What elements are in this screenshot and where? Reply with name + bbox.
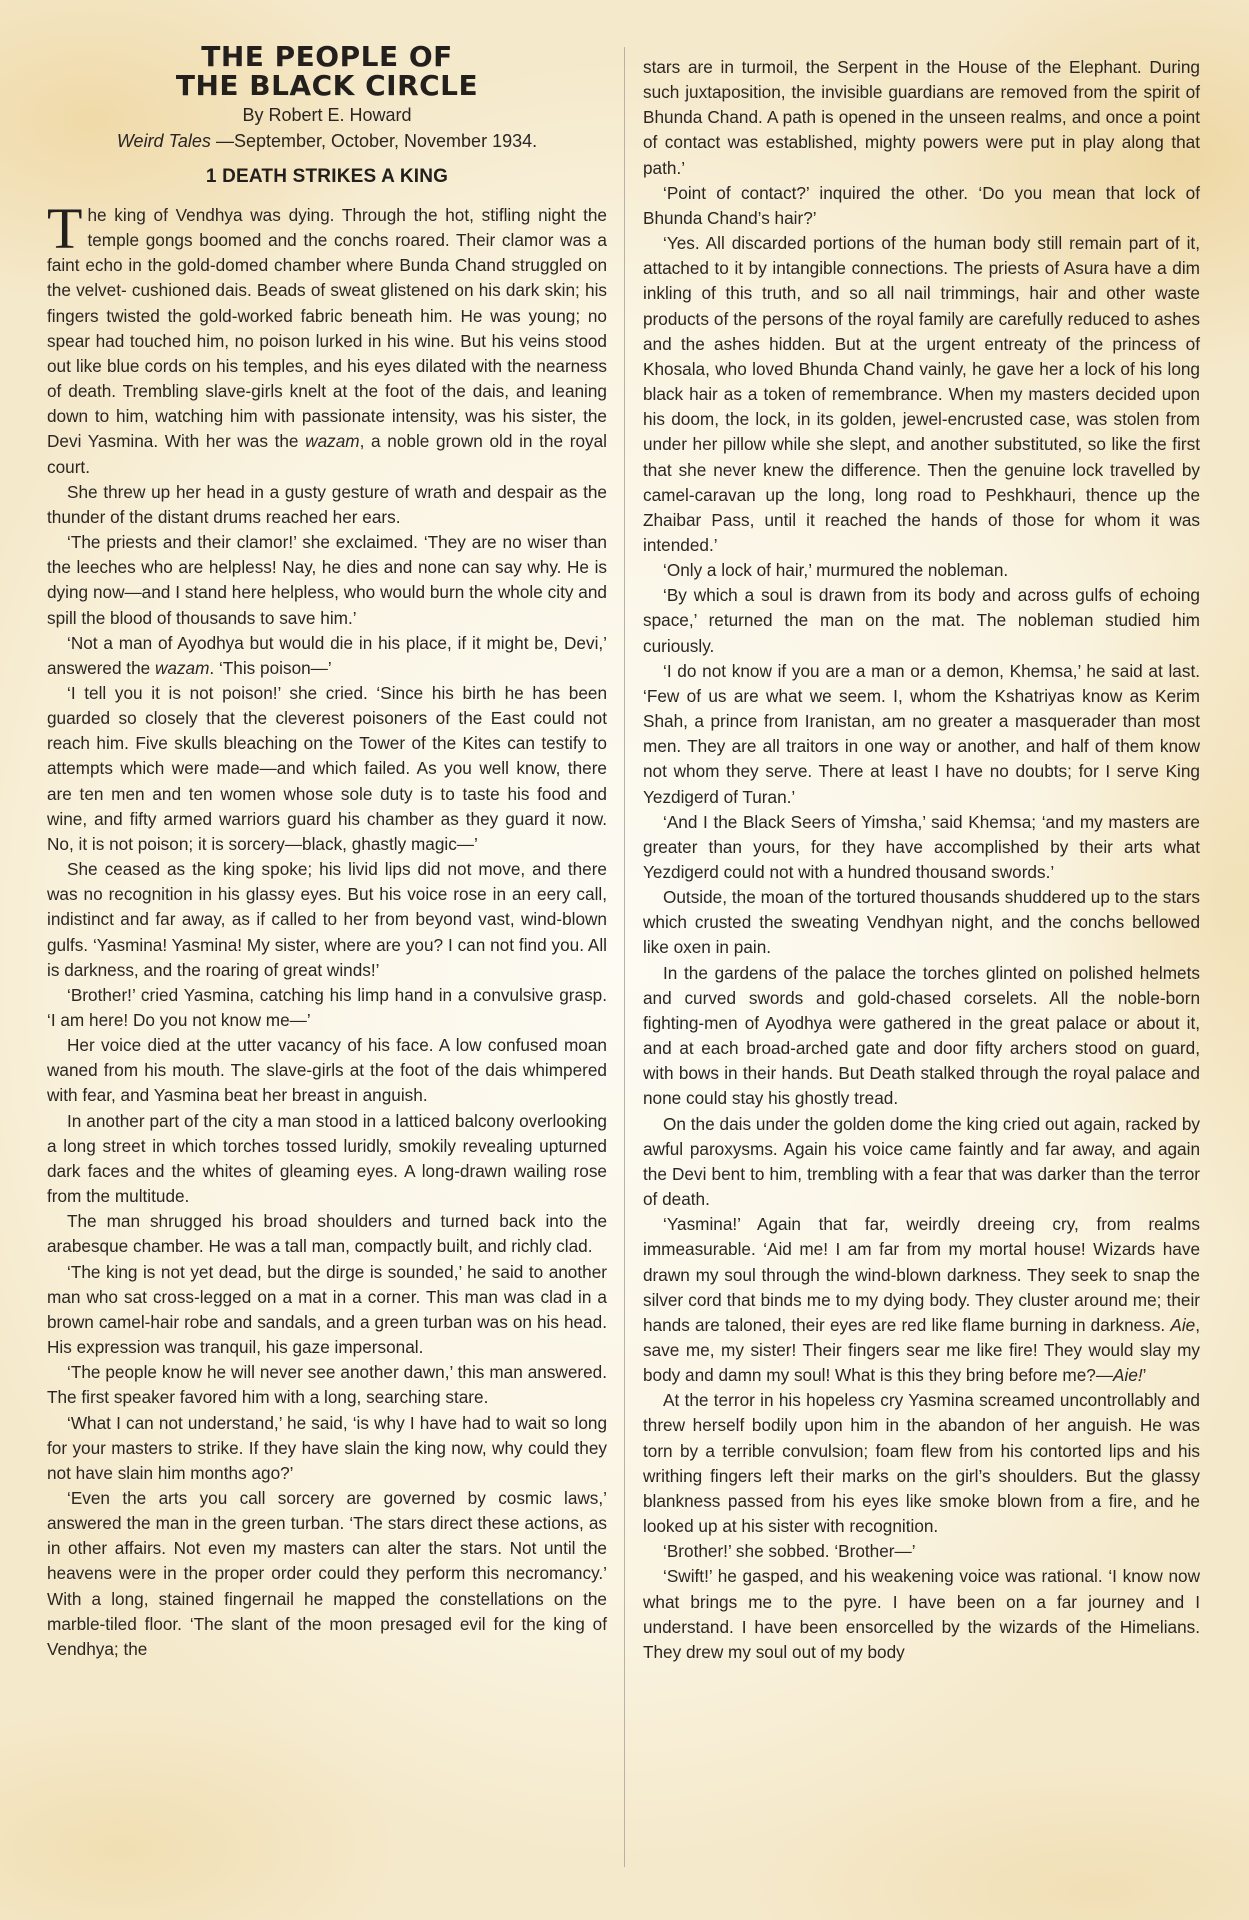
paragraph xyxy=(643,1564,1200,1665)
paragraph xyxy=(643,1539,1200,1564)
text-run: ‘And I the Black Seers of Yimsha,’ said Khemsa; ‘and my masters are greater than yours, for they have accomplished by their arts what Yezdigerd could not with a hundred thousand swords.’ xyxy=(643,811,1200,882)
paragraph xyxy=(47,1486,607,1662)
text-run: On the dais under the golden dome the king cried out again, racked by awful paroxysms. Again his voice came faintly and far away, and again the Devi bent to him, trembling with a fear that was darker than the terror of death. xyxy=(643,1113,1200,1210)
text-run: ‘By which a soul is drawn from its body and across gulfs of echoing space,’ returned the man on the mat. The nobleman studied him curiously. xyxy=(643,585,1200,656)
text-run: ‘Even the arts you call sorcery are governed by cosmic laws,’ answered the man in the green turban. ‘The stars direct these actions, as in other affairs. Not even my masters can alter the stars. Not until the heavens were in the proper order could they perform this necromancy.’ With a long, stained fingernail he mapped the constellations on the marble-tiled floor. ‘The slant of the moon presaged evil for the king of Vendhya; the xyxy=(47,1487,607,1659)
text-run: ‘Brother!’ cried Yasmina, catching his limp hand in a convulsive grasp. ‘I am here! Do you not know me—’ xyxy=(47,984,607,1030)
paragraph-continuation xyxy=(643,55,1200,181)
text-run: ‘The king is not yet dead, but the dirge is sounded,’ he said to another man who sat cross-legged on a mat in a corner. This man was clad in a brown camel-hair robe and sandals, and a green turban was on his head. His expression was tranquil, his gaze impersonal. xyxy=(47,1261,607,1358)
italic-term: Aie! xyxy=(1113,1365,1143,1386)
text-run: She ceased as the king spoke; his livid lips did not move, and there was no recognition in his glassy eyes. But his voice rose in an eery call, indistinct and far away, as if called to her from beyond vast, wind-blown gulfs. ‘Yasmina! Yasmina! My sister, where are you? I can not find you. All is darkness, and the roaring of great winds!’ xyxy=(47,859,607,980)
paragraph xyxy=(643,181,1200,231)
paragraph xyxy=(47,530,607,631)
text-run: , save me, my sister! Their fingers sear me like fire! They would slay my body and damn my soul! What is this they bring before me?— xyxy=(643,1314,1200,1386)
text-run: She threw up her head in a gusty gesture of wrath and despair as the thunder of the distant drums reached her ears. xyxy=(47,481,607,527)
paragraph xyxy=(47,681,607,857)
text-run: In the gardens of the palace the torches glinted on polished helmets and curved swords and gold-chased corselets. All the noble-born fighting-men of Ayodhya were gathered in the great palace or about it, and at each broad-arched gate and door fifty archers stood on guard, with bows in their hands. But Death stalked through the royal palace and none could stay his ghostly tread. xyxy=(643,962,1200,1109)
paragraph xyxy=(643,1388,1200,1539)
text-run: ‘I tell you it is not poison!’ she cried. ‘Since his birth he has been guarded so closely that the cleverest poisoners of the East could not reach him. Five skulls bleaching on the Tower of the Kites can testify to attempts which were made—and which failed. As you well know, there are ten men and ten women whose sole duty is to taste his food and wine, and fifty armed warriors guard his chamber as they guard it now. No, it is not poison; it is sorcery—black, ghastly magic—’ xyxy=(47,682,607,854)
paragraph xyxy=(643,961,1200,1112)
paragraph xyxy=(643,810,1200,885)
text-run: The man shrugged his broad shoulders and turned back into the arabesque chamber. He was a tall man, compactly built, and richly clad. xyxy=(47,1211,607,1257)
title-line-1: THE PEOPLE OF xyxy=(201,40,453,73)
magazine-name: Weird Tales xyxy=(116,131,211,151)
paragraph xyxy=(47,1109,607,1210)
text-run: Outside, the moan of the tortured thousands shuddered up to the stars which crusted the sweating Vendhyan night, and the conchs bellowed like oxen in pain. xyxy=(643,887,1200,958)
text-run: he king of Vendhya was dying. Through the hot, stifling night the temple gongs boomed and the conchs roared. Their clamor was a faint echo in the gold-domed chamber where Bunda Chand struggled on the velvet- cushioned dais. Beads of sweat glistened on his dark skin; his fingers twisted the gold-worked fabric beneath him. He was young; no spear had touched him, no poison lurked in his wine. But his veins stood out like blue cords on his temples, and his eyes dilated with the nearness of death. Trembling slave-girls knelt at the foot of the dais, and leaning down to him, watching him with passionate intensity, was his sister, the Devi Yasmina. With her was the xyxy=(47,205,607,452)
story-header xyxy=(47,42,607,190)
paragraph xyxy=(47,196,607,480)
text-run: ‘The priests and their clamor!’ she exclaimed. ‘They are no wiser than the leeches who are helpless! Nay, he dies and none can say why. He is dying now—and I stand here helpless, who would burn the whole city and spill the blood of thousands to save him.’ xyxy=(47,532,607,628)
drop-cap: T xyxy=(47,196,83,261)
italic-term: Aie xyxy=(1170,1314,1196,1335)
paragraph xyxy=(47,1260,607,1361)
text-run: At the terror in his hopeless cry Yasmina screamed uncontrollably and threw herself bodily upon him in the abandon of her anguish. He was torn by a terrible convulsion; foam flew from his contorted lips and his writhing fingers left their marks on the girl’s shoulders. But the glassy blankness passed from his eyes like smoke blown from a fire, and he looked up at his sister with recognition. xyxy=(643,1390,1200,1537)
chapter-heading: 1 DEATH STRIKES A KING xyxy=(205,166,449,187)
text-run: ‘I do not know if you are a man or a demon, Khemsa,’ he said at last. ‘Few of us are what we seem. I, whom the Kshatriyas know as Kerim Shah, a prince from Iranistan, am no greater a masquerader than most men. They are all traitors in one way or another, and half of them know not whom they serve. There at least I have no doubts; for I serve King Yezdigerd of Turan.’ xyxy=(643,660,1200,807)
text-run: , a noble grown old in the royal court. xyxy=(47,431,607,477)
text-run: ‘Swift!’ he gasped, and his weakening voice was rational. ‘I know now what brings me to the pyre. I have been on a far journey and I understand. I have been ensorcelled by the wizards of the Himelians. They drew my soul out of my body xyxy=(643,1566,1200,1662)
title-line-2: THE BLACK CIRCLE xyxy=(175,69,479,102)
paragraph xyxy=(47,631,607,681)
text-run: ‘Yes. All discarded portions of the human body still remain part of it, attached to it by intangible connections. The priests of Asura have a dim inkling of this truth, and so all nail trimmings, hair and other waste products of the persons of the royal family are carefully reduced to ashes and the ashes hidden. But at the urgent entreaty of the princess of Khosala, who loved Bhunda Chand vainly, he gave her a lock of his long black hair as a token of remembrance. When my masters decided upon his doom, the lock, in its golden, jewel-encrusted case, was stolen from under her pillow while she slept, and another substituted, so like the first that she never knew the difference. Then the genuine lock travelled by camel-caravan up the long, long road to Peshkhauri, thence up the Zhaibar Pass, until it reached the hands of those for whom it was intended.’ xyxy=(643,233,1200,555)
text-run: ‘Not a man of Ayodhya but would die in his place, if it might be, Devi,’ answered the xyxy=(47,632,607,678)
text-run: ’ xyxy=(1142,1365,1147,1386)
italic-term: wazam xyxy=(154,657,210,678)
paragraph xyxy=(643,1112,1200,1213)
text-run: ‘What I can not understand,’ he said, ‘is why I have had to wait so long for your masters to strike. If they have slain the king now, why could they not have slain him months ago?’ xyxy=(47,1412,607,1483)
text-run: . ‘This poison—’ xyxy=(209,657,332,678)
text-run: stars are in turmoil, the Serpent in the House of the Elephant. During such juxtaposition, the invisible guardians are removed from the spirit of Bhunda Chand. A path is opened in the unseen realms, and once a point of contact was established, mighty powers were put in play along that path.’ xyxy=(643,57,1200,178)
paragraph xyxy=(643,659,1200,810)
text-run: In another part of the city a man stood in a latticed balcony overlooking a long street in which torches tossed luridly, smokily revealing upturned dark faces and the whites of gleaming eyes. A long-drawn wailing rose from the multitude. xyxy=(47,1110,607,1207)
italic-term: wazam xyxy=(305,431,360,452)
text-run: ‘The people know he will never see another dawn,’ this man answered. The first speaker favored him with a long, searching stare. xyxy=(47,1362,607,1408)
paragraph xyxy=(47,983,607,1033)
story-title xyxy=(47,42,607,100)
paragraph xyxy=(47,857,607,983)
paragraph xyxy=(643,583,1200,658)
publication-dates: —September, October, November 1934. xyxy=(210,131,538,151)
text-run: ‘Only a lock of hair,’ murmured the nobleman. xyxy=(663,560,1009,581)
text-run: ‘Yasmina!’ Again that far, weirdly dreeing cry, from realms immeasurable. ‘Aid me! I am far from my mortal house! Wizards have drawn my soul through the wind-blown darkness. They seek to snap the silver cord that binds me to my dying body. They cluster around me; their hands are taloned, their eyes are red like flame burning in darkness. xyxy=(643,1214,1200,1335)
author-byline: By Robert E. Howard xyxy=(242,105,412,125)
paragraph xyxy=(47,1033,607,1108)
paragraph xyxy=(47,1411,607,1486)
text-run: ‘Brother!’ she sobbed. ‘Brother—’ xyxy=(663,1541,916,1562)
paragraph xyxy=(643,1212,1200,1388)
paragraph xyxy=(643,885,1200,960)
text-run: Her voice died at the utter vacancy of his face. A low confused moan waned from his mouth. The slave-girls at the foot of the dais whimpered with fear, and Yasmina beat her breast in anguish. xyxy=(47,1035,607,1106)
right-column xyxy=(643,55,1200,1665)
paragraph xyxy=(47,1209,607,1259)
paragraph xyxy=(643,558,1200,583)
text-run: ‘Point of contact?’ inquired the other. ‘Do you mean that lock of Bhunda Chand’s hair?’ xyxy=(643,182,1200,228)
column-divider xyxy=(624,47,625,1867)
publication-source xyxy=(47,128,607,154)
left-column xyxy=(47,196,607,1662)
paragraph xyxy=(47,1360,607,1410)
paragraph xyxy=(47,480,607,530)
paragraph xyxy=(643,231,1200,558)
